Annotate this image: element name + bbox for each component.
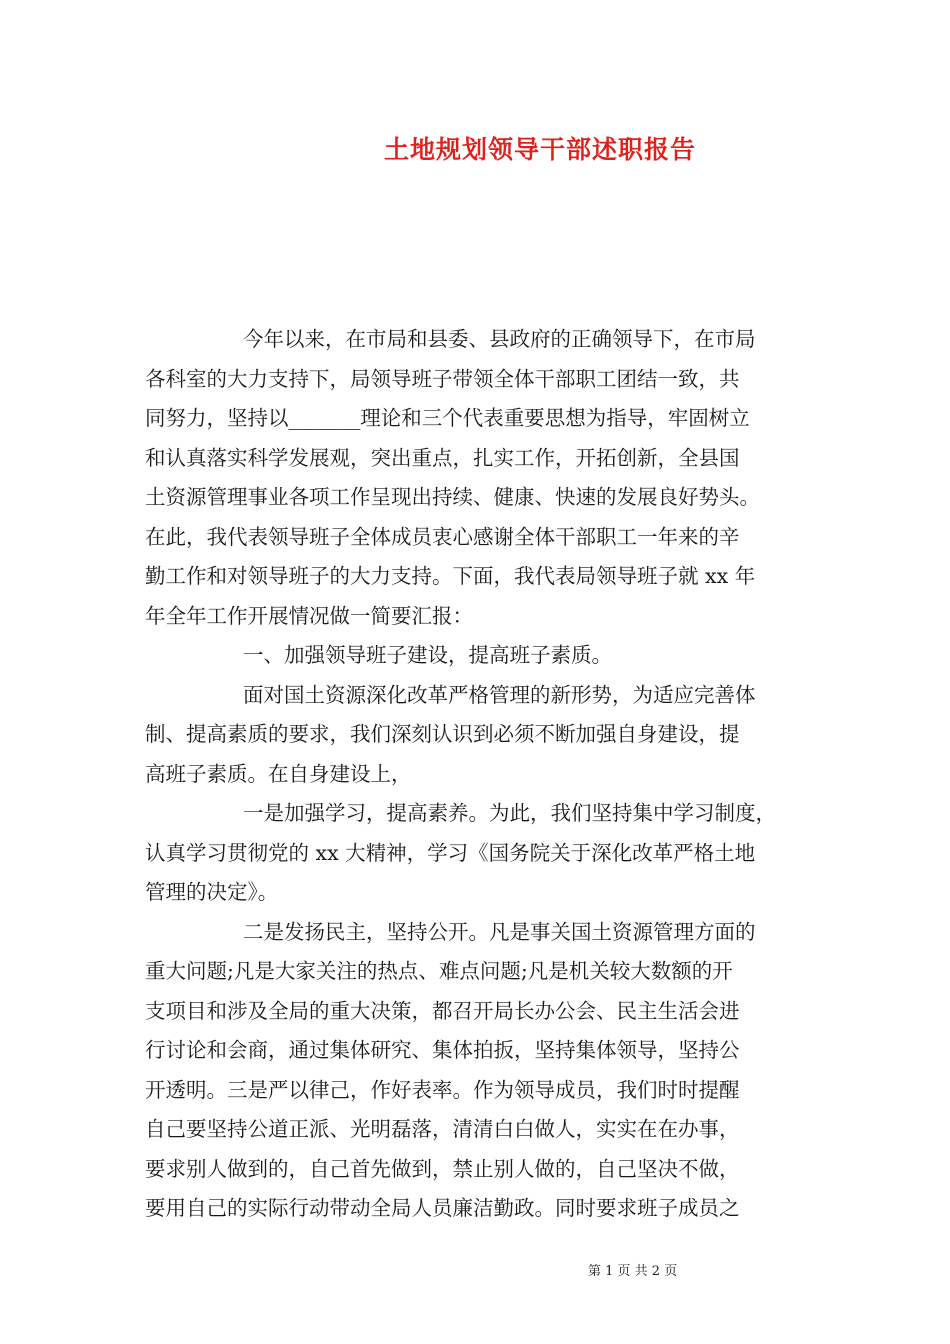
document-body — [145, 320, 825, 1229]
body-line: 各科室的大力支持下，局领导班子带领全体干部职工团结一致，共 — [145, 366, 740, 391]
body-line: 年全年工作开展情况做一简要汇报： — [145, 603, 473, 628]
page-footer: 第 1 页 共 2 页 — [588, 1264, 678, 1279]
body-line: 要用自己的实际行动带动全局人员廉洁勤政。同时要求班子成员之 — [145, 1196, 740, 1220]
body-line: 在此，我代表领导班子全体成员衷心感谢全体干部职工一年来的辛 — [145, 524, 740, 549]
body-line: 二是发扬民主，坚持公开。凡是事关国土资源管理方面的 — [243, 919, 756, 944]
body-line: 要求别人做到的，自己首先做到，禁止别人做的，自己坚决不做， — [145, 1156, 740, 1181]
body-line: 管理的决定》。 — [145, 880, 279, 904]
body-line: 认真学习贯彻党的 xx 大精神，学习《国务院关于深化改革严格土地 — [145, 840, 756, 865]
body-line: 同努力，坚持以_______理论和三个代表重要思想为指导，牢固树立 — [145, 406, 750, 430]
body-line: 自己要坚持公道正派、光明磊落，清清白白做人，实实在在办事， — [145, 1117, 740, 1141]
body-line: 一是加强学习，提高素养。为此，我们坚持集中学习制度， — [243, 801, 776, 825]
body-line: 开透明。三是严以律己，作好表率。作为领导成员，我们时时提醒 — [145, 1077, 740, 1102]
body-line: 面对国土资源深化改革严格管理的新形势，为适应完善体 — [243, 682, 756, 707]
body-line: 一、加强领导班子建设，提高班子素质。 — [243, 643, 612, 667]
body-line: 勤工作和对领导班子的大力支持。下面，我代表局领导班子就 xx 年 — [145, 564, 756, 588]
body-line: 制、提高素质的要求，我们深刻认识到必须不断加强自身建设，提 — [145, 722, 740, 746]
body-line: 行讨论和会商，通过集体研究、集体拍扳，坚持集体领导，坚持公 — [145, 1038, 740, 1062]
body-line: 和认真落实科学发展观，突出重点，扎实工作，开拓创新，全县国 — [145, 445, 740, 470]
body-line: 今年以来，在市局和县委、县政府的正确领导下，在市局 — [243, 327, 756, 351]
body-line: 重大问题;凡是大家关注的热点、难点问题;凡是机关较大数额的开 — [145, 959, 733, 983]
body-line: 土资源管理事业各项工作呈现出持续、健康、快速的发展良好势头。 — [145, 485, 760, 509]
body-line: 高班子素质。在自身建设上， — [145, 761, 412, 786]
document-title: 土地规划领导干部述职报告 — [383, 135, 696, 164]
body-line: 支项目和涉及全局的重大决策，都召开局长办公会、民主生活会进 — [145, 998, 740, 1023]
